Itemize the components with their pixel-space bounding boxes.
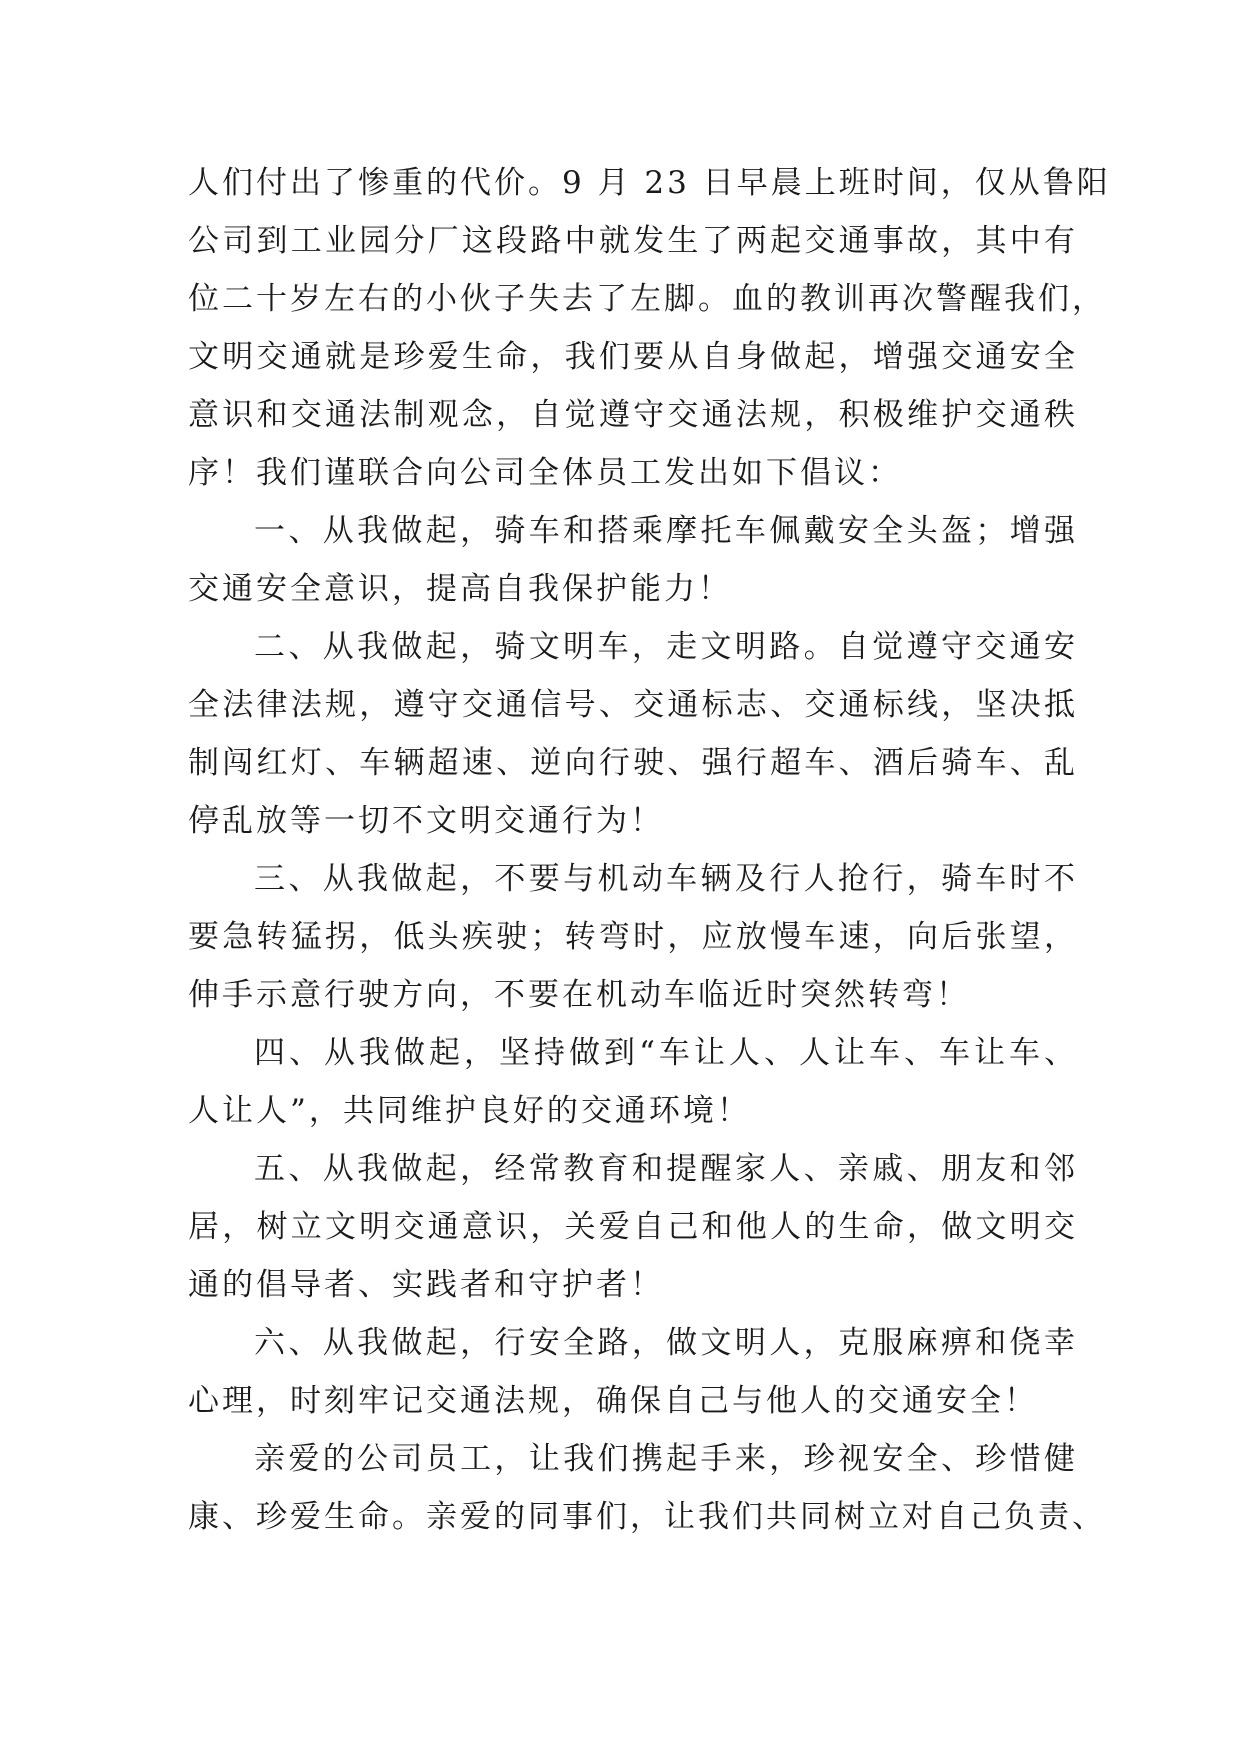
- text-line: 人们付出了惨重的代价。9 月 23 日早晨上班时间，仅从鲁阳: [188, 165, 1111, 201]
- text-line: 位二十岁左右的小伙子失去了左脚。血的教训再次警醒我们，: [188, 281, 1106, 317]
- text-line: 居，树立文明交通意识，关爱自己和他人的生命，做文明交: [188, 1209, 1078, 1245]
- text-line: 四、从我做起，坚持做到“车让人、人让车、车让车、: [254, 1035, 1078, 1071]
- text-line: 通的倡导者、实践者和守护者！: [188, 1267, 664, 1303]
- text-line: 五、从我做起，经常教育和提醒家人、亲戚、朋友和邻: [254, 1151, 1078, 1187]
- body-text: [188, 154, 1111, 1546]
- text-line: 六、从我做起，行安全路，做文明人，克服麻痹和侥幸: [254, 1325, 1078, 1361]
- text-line: 心理，时刻牢记交通法规，确保自己与他人的交通安全！: [188, 1383, 1038, 1419]
- text-line: 康、珍爱生命。亲爱的同事们，让我们共同树立对自己负责、: [188, 1499, 1106, 1535]
- text-line: 伸手示意行驶方向，不要在机动车临近时突然转弯！: [188, 977, 970, 1013]
- text-line: 文明交通就是珍爱生命，我们要从自身做起，增强交通安全: [188, 339, 1078, 375]
- text-line: 序！我们谨联合向公司全体员工发出如下倡议：: [188, 455, 902, 491]
- text-line: 人让人”，共同维护良好的交通环境！: [188, 1093, 751, 1129]
- text-line: 交通安全意识，提高自我保护能力！: [188, 571, 732, 607]
- text-line: 公司到工业园分厂这段路中就发生了两起交通事故，其中有: [188, 223, 1078, 259]
- text-line: 全法律法规，遵守交通信号、交通标志、交通标线，坚决抵: [188, 687, 1078, 723]
- text-line: 要急转猛拐，低头疾驶；转弯时，应放慢车速，向后张望，: [188, 919, 1078, 955]
- text-line: 停乱放等一切不文明交通行为！: [188, 803, 664, 839]
- text-line: 制闯红灯、车辆超速、逆向行驶、强行超车、酒后骑车、乱: [188, 745, 1078, 781]
- text-line: 意识和交通法制观念，自觉遵守交通法规，积极维护交通秩: [188, 397, 1078, 433]
- text-line: 一、从我做起，骑车和搭乘摩托车佩戴安全头盔；增强: [254, 513, 1078, 549]
- text-line: 三、从我做起，不要与机动车辆及行人抢行，骑车时不: [254, 861, 1078, 897]
- text-line: 二、从我做起，骑文明车，走文明路。自觉遵守交通安: [254, 629, 1078, 665]
- text-line: 亲爱的公司员工，让我们携起手来，珍视安全、珍惜健: [254, 1441, 1078, 1477]
